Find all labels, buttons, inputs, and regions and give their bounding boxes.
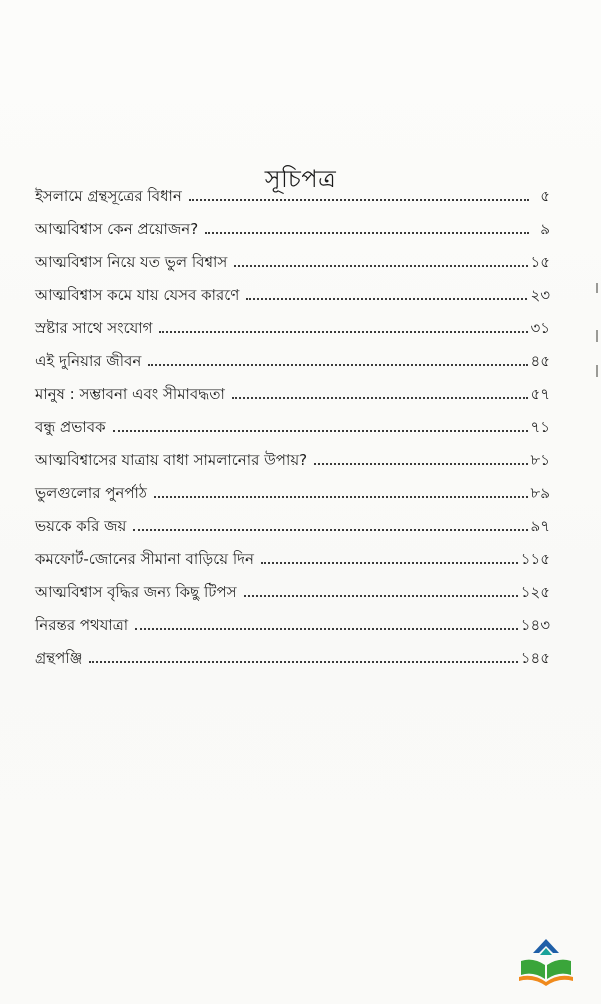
toc-entry-title: আত্মবিশ্বাস কেন প্রয়োজন? — [35, 220, 199, 238]
dot-leader — [234, 264, 527, 267]
toc-entry — [35, 648, 550, 681]
toc-entry — [35, 318, 550, 351]
toc-entry-page: ৮১ — [530, 451, 550, 469]
toc-entry — [35, 252, 550, 285]
toc-entry-page: ১২৫ — [520, 583, 550, 601]
dot-leader — [244, 594, 518, 597]
toc-entry-page: ১৫ — [530, 253, 550, 271]
toc-entry-page: ৫৭ — [530, 385, 550, 403]
dot-leader — [159, 330, 527, 333]
toc-entry-title: আত্মবিশ্বাস কমে যায় যেসব কারণে — [35, 286, 240, 304]
toc-entry-page: ৯৭ — [530, 517, 550, 535]
dot-leader — [113, 429, 528, 432]
dot-leader — [314, 462, 527, 465]
toc-entry — [35, 219, 550, 252]
toc-entry — [35, 549, 550, 582]
dot-leader — [148, 363, 527, 366]
dot-leader — [205, 231, 529, 234]
dot-leader — [133, 528, 527, 531]
publisher-book-logo-icon — [515, 935, 577, 987]
toc-entry-page: ৮৯ — [530, 484, 550, 502]
toc-entry-page: ১৪৫ — [520, 649, 550, 667]
toc-entry-page: ৩১ — [530, 319, 550, 337]
toc-entry-title: এই দুনিয়ার জীবন — [35, 352, 142, 370]
toc-entry — [35, 186, 550, 219]
toc-entry-page: ২৩ — [530, 286, 550, 304]
toc-entry — [35, 615, 550, 648]
dot-leader — [154, 495, 528, 498]
page-title: সূচিপত্র — [264, 165, 337, 194]
toc-entry-page: ১১৫ — [520, 550, 550, 568]
scan-edge-mark — [596, 365, 598, 377]
scan-edge-mark — [596, 330, 598, 342]
dot-leader — [189, 198, 529, 201]
toc-entry-title: আত্মবিশ্বাস বৃদ্ধির জন্য কিছু টিপস — [35, 583, 237, 601]
toc-entry-title: বন্ধু প্রভাবক — [35, 418, 106, 436]
toc-entry-title: ভয়কে করি জয় — [35, 517, 127, 535]
dot-leader — [135, 627, 518, 630]
toc-entry-title: স্রষ্টার সাথে সংযোগ — [35, 319, 153, 337]
toc-entry — [35, 582, 550, 615]
toc-entry — [35, 450, 550, 483]
dot-leader — [261, 561, 518, 564]
toc-entry — [35, 417, 550, 450]
toc-entry-title: নিরন্তর পথযাত্রা — [35, 616, 129, 634]
scan-edge-mark — [596, 283, 598, 293]
dot-leader — [89, 660, 517, 663]
toc-entry — [35, 384, 550, 417]
toc-entry-title: ভুলগুলোর পুনর্পাঠ — [35, 484, 147, 502]
dot-leader — [246, 297, 527, 300]
toc-entry-page: ৯ — [540, 220, 550, 238]
toc-entry-page: ৭১ — [530, 418, 550, 436]
toc-entry — [35, 483, 550, 516]
toc-entry-page: ১৪৩ — [520, 616, 550, 634]
toc-entry-title: কমফোর্ট-জোনের সীমানা বাড়িয়ে দিন — [35, 550, 255, 568]
toc-entry-title: ইসলামে গ্রন্থসূত্রের বিধান — [35, 187, 182, 205]
toc-entry-page: ৫ — [540, 187, 550, 205]
toc-entry — [35, 516, 550, 549]
toc-entry — [35, 351, 550, 384]
logo-book-base — [519, 976, 573, 986]
table-of-contents — [35, 186, 550, 681]
toc-entry-title: গ্রন্থপঞ্জি — [35, 649, 83, 667]
toc-entry-title: আত্মবিশ্বাস নিয়ে যত ভুল বিশ্বাস — [35, 253, 228, 271]
dot-leader — [232, 396, 528, 399]
toc-entry-page: ৪৫ — [530, 352, 550, 370]
toc-entry-title: মানুষ : সম্ভাবনা এবং সীমাবদ্ধতা — [35, 385, 225, 403]
toc-entry-title: আত্মবিশ্বাসের যাত্রায় বাধা সামলানোর উপায়? — [35, 451, 308, 469]
toc-entry — [35, 285, 550, 318]
